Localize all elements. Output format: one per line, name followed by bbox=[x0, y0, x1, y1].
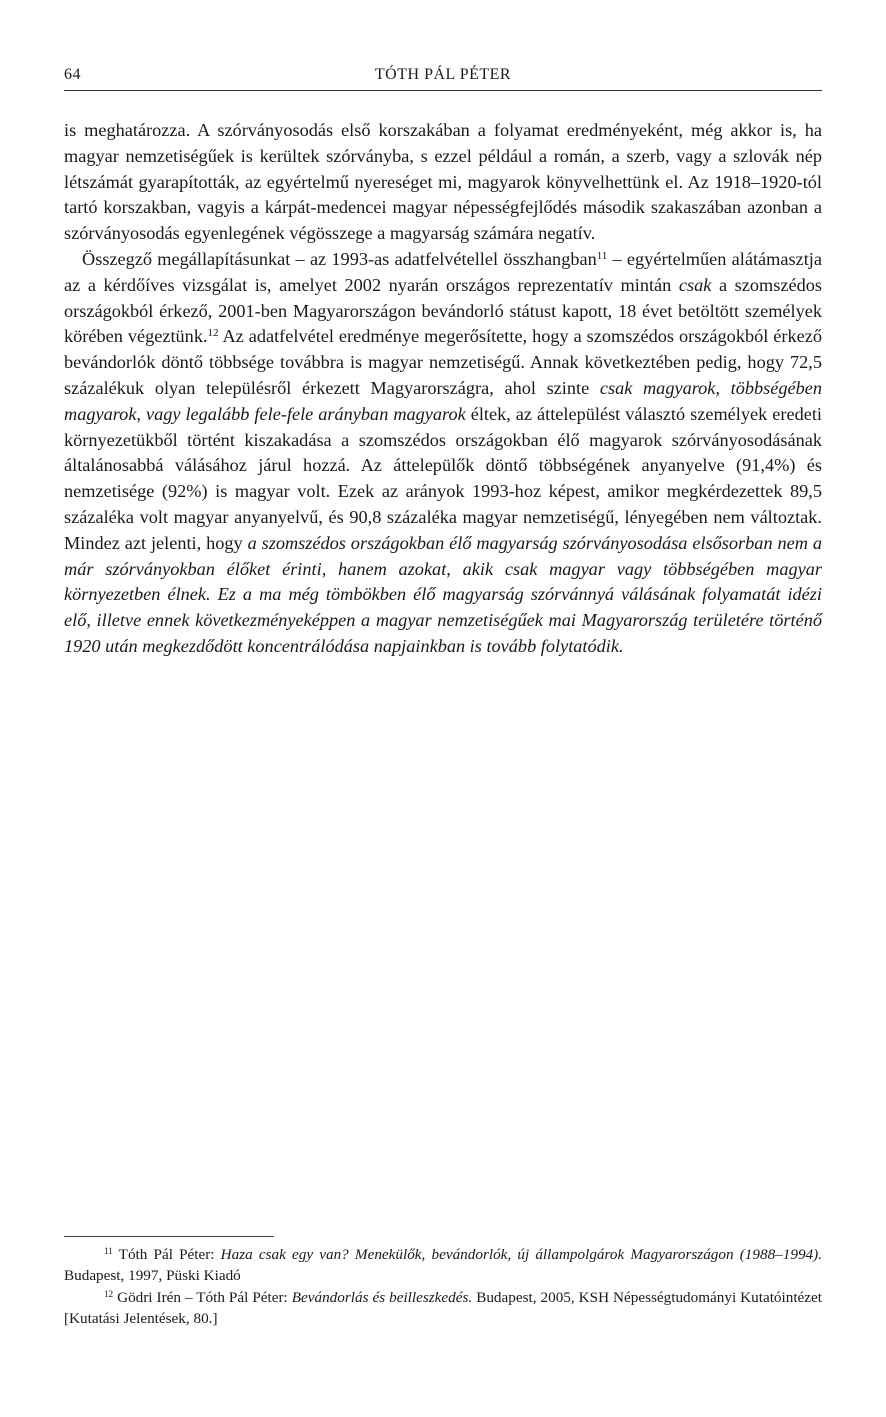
footnote-number: 12 bbox=[104, 1288, 114, 1299]
footnote-title: Haza csak egy van? Menekülők, bevándorlók, új állampolgárok Magyarországon (1988–1994). bbox=[220, 1246, 822, 1263]
page-number: 64 bbox=[64, 66, 81, 83]
paragraph-2-part-3: a szomszédos országokból érkező, 2001-ben Magyarországon bevándorló státust kapott, 18 évet betöltött személyek körében végeztünk. bbox=[64, 274, 823, 347]
emphasis-settlement-types: csak magyarok, többségében magyarok, vagy legalább fele-fele arányban magyarok bbox=[64, 377, 822, 424]
main-text bbox=[64, 118, 822, 660]
footnote-12 bbox=[64, 1287, 822, 1330]
footnote-publication: Budapest, 2005, KSH Népességtudományi Kutatóintézet [Kutatási Jelentések, 80.] bbox=[64, 1288, 822, 1328]
paragraph-2-part-4: Az adatfelvétel eredménye megerősítette, hogy a szomszédos országokból érkező bevándorlók döntő többsége továbbra is magyar nemzetiségű. Annak következtében pedig, hogy 72,5 százalékuk olyan településről érkezett Magyarországra, ahol szinte bbox=[64, 326, 822, 398]
footnote-title: Bevándorlás és beilleszkedés. bbox=[291, 1288, 473, 1306]
footnote-number: 11 bbox=[104, 1245, 113, 1256]
emphasis-conclusion: a szomszédos országokban élő magyarság szórványosodása elsősorban nem a már szórványokban élőket érinti, hanem azokat, akik csak magyar vagy többségében magyar környezetben élnek. Ez a ma még tömbökben élő magyarság szórvánnyá válásának folyamatát idézi elő, illetve ennek következményeképpen a magyar nemzetiségűek mai Magyarország területére történő 1920 után megkezdődött koncentrálódása napjainkban is tovább folytatódik. bbox=[64, 532, 822, 656]
footnote-ref-12[interactable]: 12 bbox=[207, 327, 219, 340]
paragraph-2-part-1: Összegző megállapításunkat – az 1993-as adatfelvétellel összhangban bbox=[82, 248, 597, 269]
footnotes bbox=[64, 1244, 822, 1330]
running-header bbox=[64, 66, 822, 91]
footnote-ref-11[interactable]: 11 bbox=[596, 249, 608, 262]
footnote-separator bbox=[64, 1236, 274, 1237]
footnote-11 bbox=[64, 1244, 822, 1287]
paragraph-2 bbox=[64, 247, 822, 660]
paragraph-2-part-5: éltek, az áttelepülést választó személyek eredeti környezetükből történt kiszakadása a szomszédos országokban élő magyarok szórványosodásának általánosabbá válásához járul hozzá. Az áttelepülők döntő többségének anyanyelve (91,4%) és nemzetisége (92%) is magyar volt. Ezek az arányok 1993-hoz képest, amikor megkérdezettek 89,5 százaléka volt magyar anyanyelvű, és 90,8 százaléka magyar nemzetiségű, lényegében nem változtak. Mindez azt jelenti, hogy bbox=[64, 403, 822, 553]
footnote-authors: Tóth Pál Péter: bbox=[112, 1246, 221, 1263]
footnote-publication: Budapest, 1997, Püski Kiadó bbox=[64, 1267, 241, 1285]
paragraph-2-part-2: – egyértelműen alátámasztja az a kérdőíves vizsgálat is, amelyet 2002 nyarán országos reprezentatív mintán bbox=[64, 248, 822, 295]
paragraph-1: is meghatározza. A szórványosodás első korszakában a folyamat eredményeként, még akkor is, ha magyar nemzetiségűek is kerültek szórványba, s ezzel például a román, a szerb, vagy a szlovák nép létszámát gyarapították, az egyértelmű nyereséget mi, magyarok könyvelhettünk el. Az 1918–1920-tól tartó korszakban, vagyis a kárpát-medencei magyar népességfejlődés második szakaszában azonban a szórványosodás egyenlegének végösszege a magyarság számára negatív. bbox=[64, 120, 822, 244]
running-title: TÓTH PÁL PÉTER bbox=[374, 66, 512, 83]
emphasis-csak: csak bbox=[678, 274, 712, 295]
footnote-authors: Gödri Irén – Tóth Pál Péter: bbox=[113, 1288, 292, 1306]
